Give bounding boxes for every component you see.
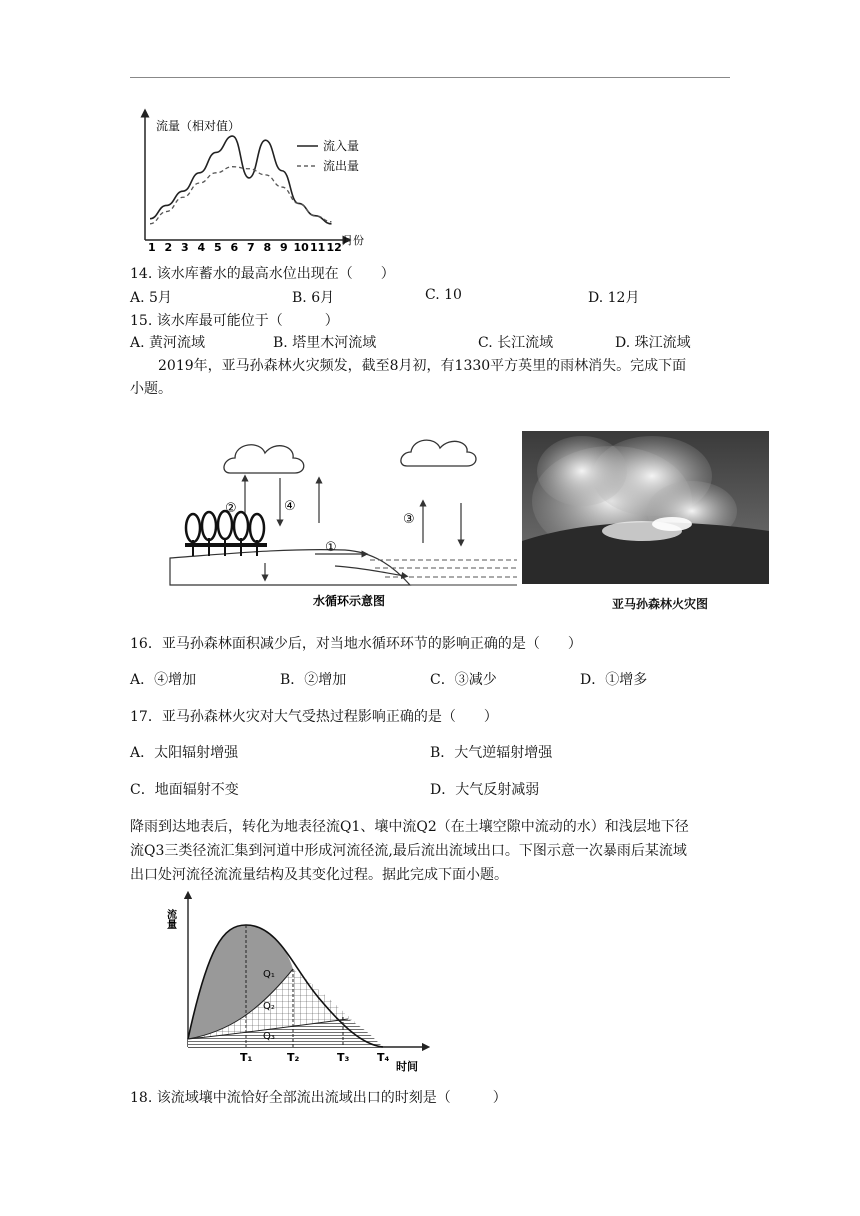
- q16-stem: 16．亚马孙森林面积减少后，对当地水循环环节的影响正确的是（ ）: [130, 636, 582, 652]
- legend-inflow: 流入量: [323, 139, 360, 153]
- fire-photo-caption: 亚马孙森林火灾图: [612, 597, 709, 611]
- x-tick-label: 12: [326, 241, 342, 254]
- intro-amazon-line2: 小题。: [130, 381, 172, 397]
- q15-stem: 15. 该水库最可能位于（ ）: [130, 313, 339, 329]
- x-axis-label: 时间: [396, 1060, 418, 1073]
- tick-t3: T₃: [337, 1051, 350, 1064]
- x-tick-label: 1: [148, 241, 156, 254]
- y-axis-label: 流量（相对值）: [156, 119, 241, 133]
- tick-t4: T₄: [377, 1051, 390, 1064]
- q15-option-c[interactable]: C. 长江流域: [478, 335, 554, 351]
- x-axis-label: 月份: [342, 234, 364, 247]
- q17-option-b[interactable]: B．大气逆辐射增强: [430, 745, 553, 761]
- q15-option-d[interactable]: D. 珠江流域: [615, 335, 691, 351]
- tick-t2: T₂: [287, 1051, 300, 1064]
- q18-stem: 18. 该流域壤中流恰好全部流出流域出口的时刻是（ ）: [130, 1090, 507, 1106]
- q16-option-c[interactable]: C．③减少: [430, 672, 497, 688]
- x-tick-label: 7: [247, 241, 255, 254]
- q16-option-b[interactable]: B．②增加: [280, 672, 347, 688]
- label-2: ②: [225, 501, 237, 516]
- q14-option-c[interactable]: C. 10: [425, 287, 462, 303]
- label-4: ④: [284, 499, 296, 514]
- legend-outflow: 流出量: [323, 159, 360, 173]
- q17-option-c[interactable]: C．地面辐射不变: [130, 782, 239, 798]
- tick-t1: T₁: [240, 1051, 253, 1064]
- q17-option-a[interactable]: A．太阳辐射增强: [130, 745, 239, 761]
- x-tick-label: 6: [230, 241, 239, 254]
- y-axis-label: 流量: [164, 909, 176, 929]
- cloud-right: [401, 440, 476, 466]
- q17-option-d[interactable]: D．大气反射减弱: [430, 782, 540, 798]
- q3-label: Q₃: [263, 1031, 275, 1042]
- reservoir-flow-chart: [132, 108, 378, 254]
- header-rule: [130, 77, 730, 78]
- x-tick-label: 2: [164, 241, 173, 254]
- water-cycle-diagram: [165, 428, 520, 614]
- q15-option-a[interactable]: A. 黄河流域: [130, 335, 206, 351]
- q14-stem: 14. 该水库蓄水的最高水位出现在（ ）: [130, 266, 395, 282]
- q15-option-b[interactable]: B. 塔里木河流域: [273, 335, 377, 351]
- water-cycle-caption: 水循环示意图: [313, 594, 386, 608]
- x-tick-label: 8: [263, 241, 272, 254]
- q16-option-d[interactable]: D．①增多: [580, 672, 648, 688]
- intro-runoff-line1: 降雨到达地表后，转化为地表径流Q1、壤中流Q2（在土壤空隙中流动的水）和浅层地下径: [130, 819, 689, 835]
- q2-label: Q₂: [263, 1001, 275, 1012]
- forest-icon: [185, 511, 267, 556]
- x-tick-label: 5: [214, 241, 222, 254]
- amazon-fire-photo: [522, 431, 769, 584]
- q14-option-a[interactable]: A. 5月: [130, 290, 172, 306]
- q14-option-b[interactable]: B. 6月: [292, 290, 335, 306]
- intro-amazon-line1: 2019年，亚马孙森林火灾频发，截至8月初，有1330平方英里的雨林消失。完成下面: [158, 358, 687, 374]
- q1-label: Q₁: [263, 969, 275, 980]
- intro-runoff-line3: 出口处河流径流流量结构及其变化过程。据此完成下面小题。: [130, 867, 508, 883]
- x-tick-label: 10: [293, 241, 309, 254]
- inflow-line: [150, 136, 332, 224]
- land-surface: [170, 550, 410, 585]
- label-1: ①: [325, 540, 337, 555]
- q17-stem: 17．亚马孙森林火灾对大气受热过程影响正确的是（ ）: [130, 709, 498, 725]
- q14-option-d[interactable]: D. 12月: [588, 290, 640, 306]
- x-tick-label: 11: [310, 241, 326, 254]
- runoff-structure-chart: [164, 887, 438, 1077]
- q16-option-a[interactable]: A．④增加: [130, 672, 197, 688]
- x-tick-label: 4: [197, 241, 206, 254]
- x-tick-label: 9: [280, 241, 288, 254]
- cloud-left: [224, 445, 304, 473]
- intro-runoff-line2: 流Q3三类径流汇集到河道中形成河流径流,最后流出流域出口。下图示意一次暴雨后某流域: [130, 843, 687, 859]
- x-tick-labels: [148, 241, 342, 254]
- label-3: ③: [403, 512, 415, 527]
- x-tick-label: 3: [181, 241, 189, 254]
